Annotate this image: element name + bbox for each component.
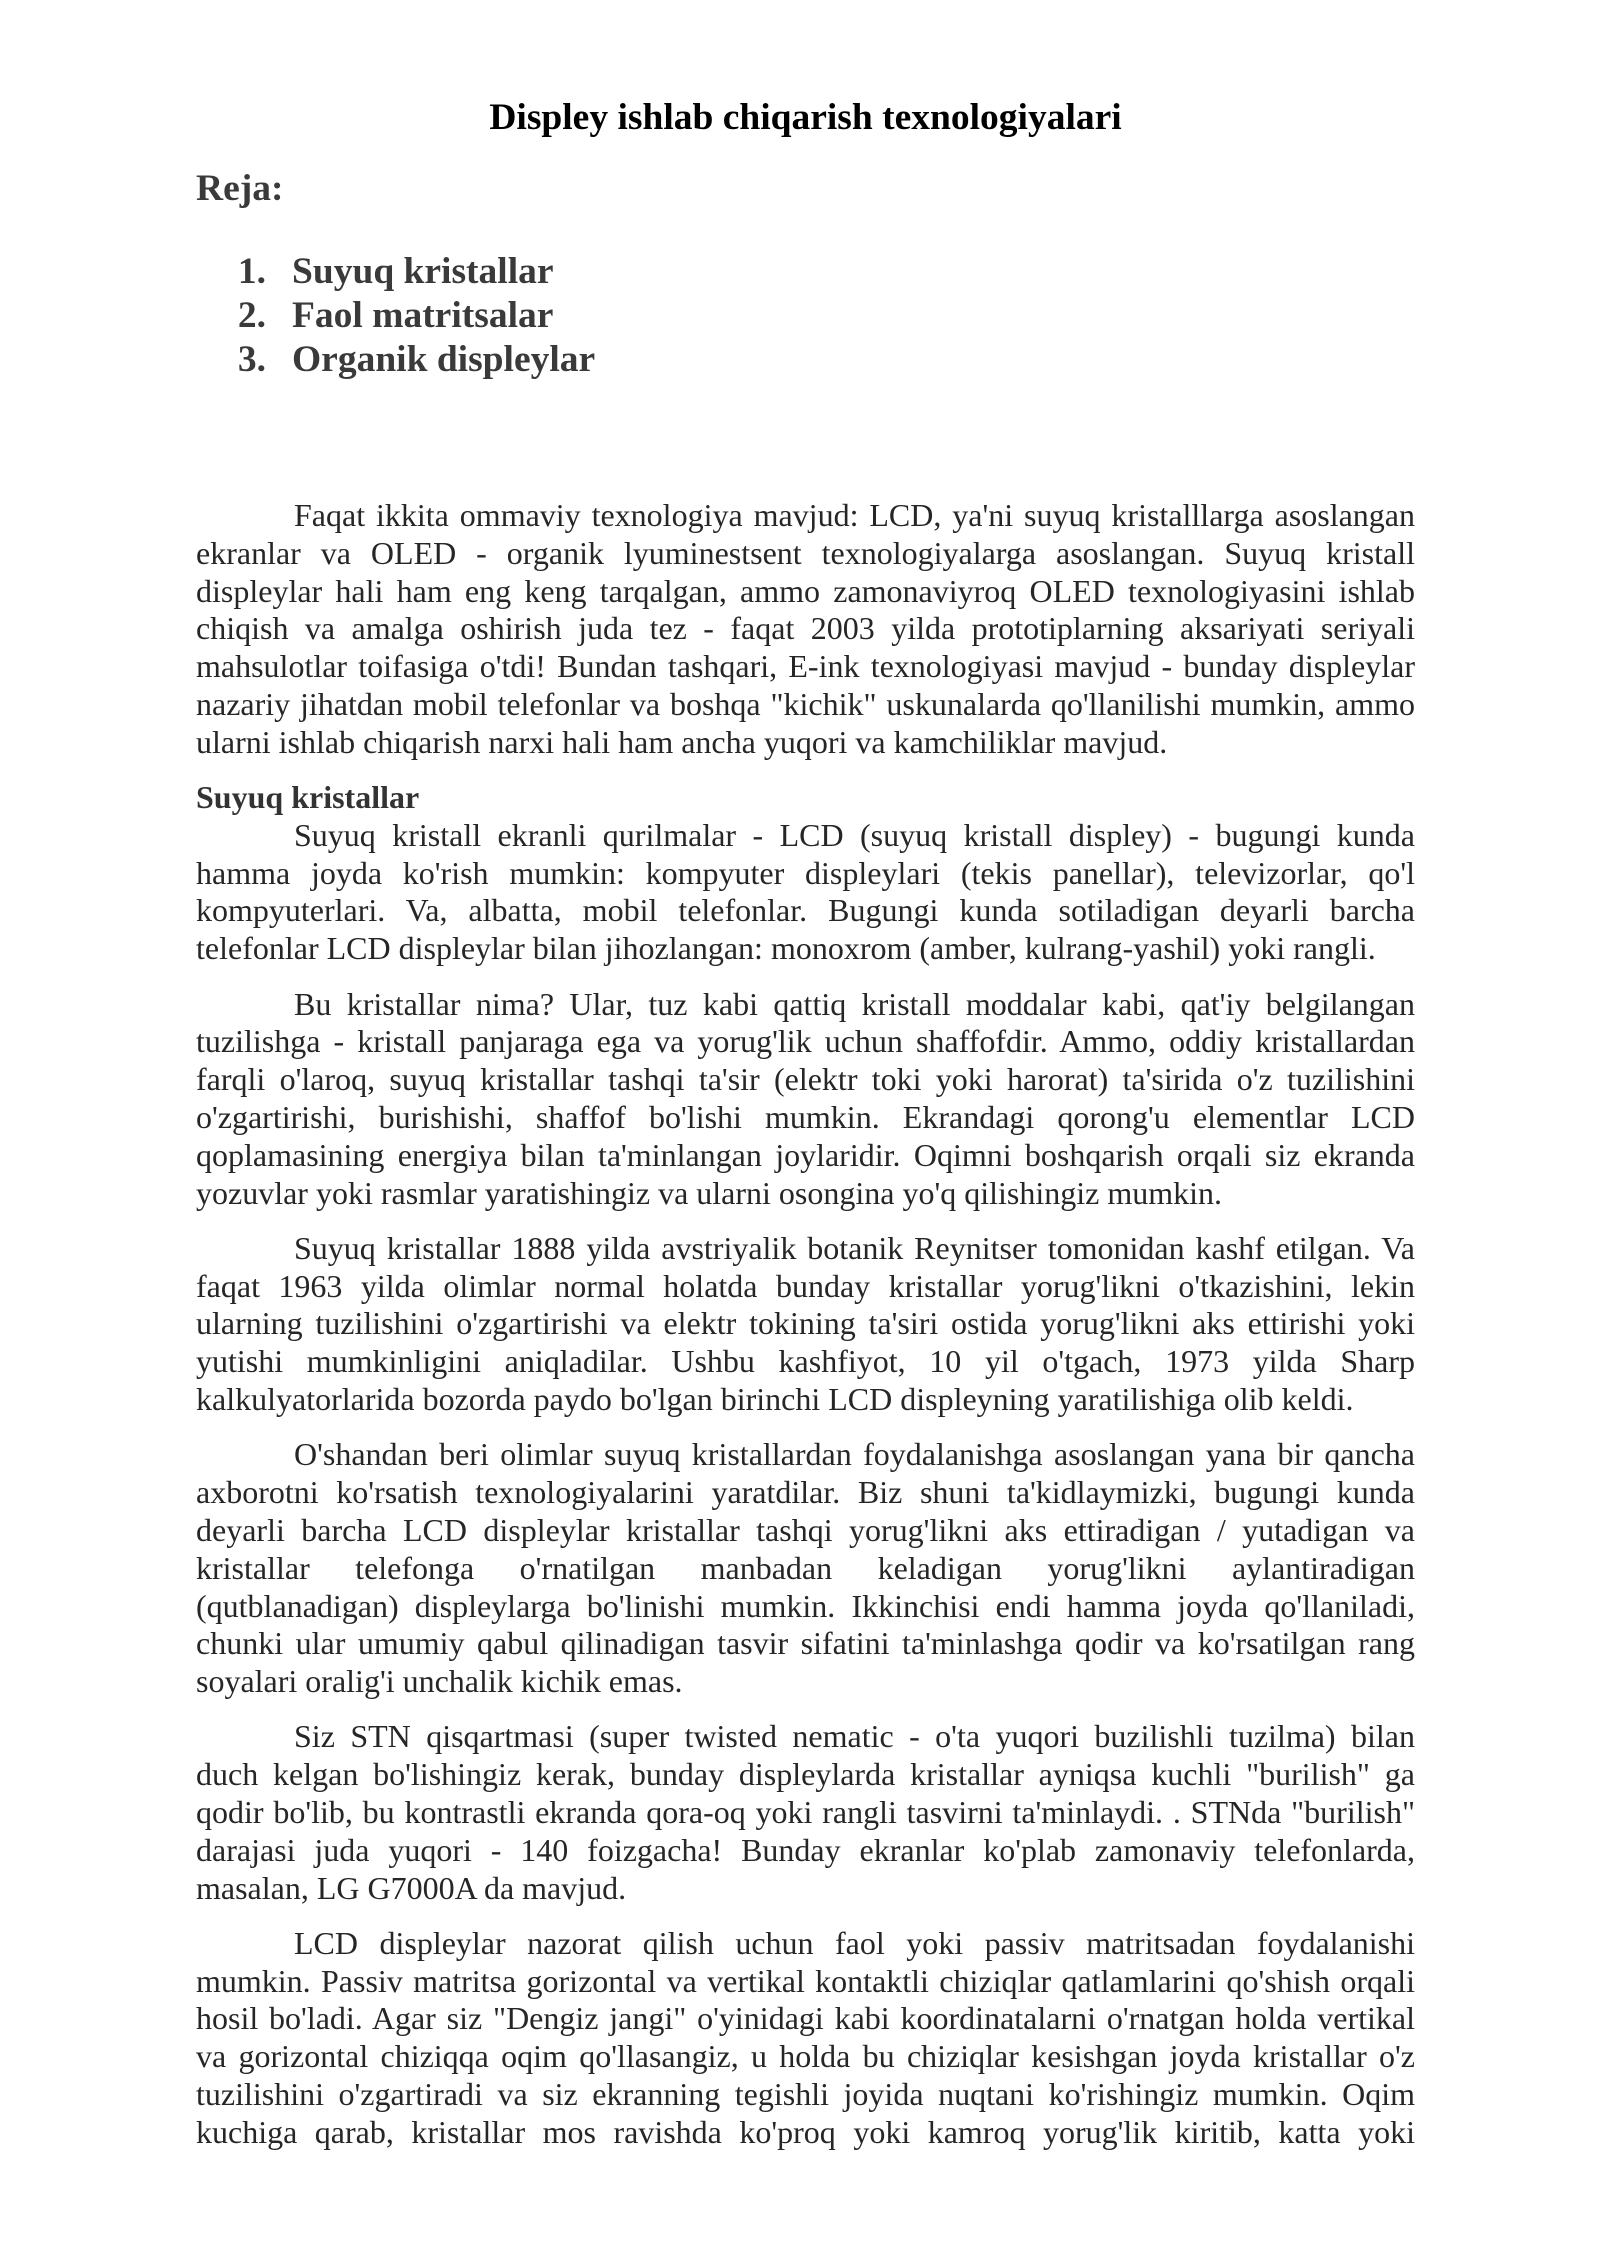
text-line: LCD displeylar nazorat qilish uchun faol yoki passiv matritsadan foydalanishi xyxy=(294,1924,1415,1961)
plan-heading: Reja: xyxy=(196,168,284,209)
text-line: mumkin. Passiv matritsa gorizontal va vertikal kontaktli chiziqlar qatlamlarini qo'shish orqali xyxy=(196,1962,1415,1999)
text-line: darajasi juda yuqori - 140 foizgacha! Bunday ekranlar ko'plab zamonaviy telefonlarda, xyxy=(196,1831,1415,1868)
paragraph xyxy=(196,1925,1415,2152)
text-line: ularning tuzilishini o'zgartirishi va elektr tokining ta'siri ostida yorug'likni aks ettirishi yoki xyxy=(196,1305,1415,1342)
text-line: Suyuq kristallar 1888 yilda avstriyalik botanik Reynitser tomonidan kashf etilgan. Va xyxy=(294,1229,1415,1266)
text-line: kristallar telefonga o'rnatilgan manbadan keladigan yorug'likni aylantiradigan xyxy=(196,1549,1415,1586)
text-line: axborotni ko'rsatish texnologiyalarini yaratdilar. Biz shuni ta'kidlaymizki, bugungi kunda xyxy=(196,1474,1415,1511)
text-line: kompyuterlari. Va, albatta, mobil telefonlar. Bugungi kunda sotiladigan deyarli barcha xyxy=(196,892,1415,929)
plan-item-text: Suyuq kristallar xyxy=(292,251,554,292)
text-line: Siz STN qisqartmasi (super twisted nematic - o'ta yuqori buzilishli tuzilma) bilan xyxy=(294,1718,1415,1755)
paragraph xyxy=(196,1230,1415,1419)
text-line: qoplamasining energiya bilan ta'minlangan joylaridir. Oqimni boshqarish orqali siz ekranda xyxy=(196,1136,1415,1173)
text-line: hamma joyda ko'rish mumkin: kompyuter displeylari (tekis panellar), televizorlar, qo'l xyxy=(196,854,1415,891)
plan-item xyxy=(196,338,1415,382)
text-line: displeylar hali ham eng keng tarqalgan, ammo zamonaviyroq OLED texnologiyasini ishlab xyxy=(196,572,1415,609)
intro-paragraph xyxy=(196,497,1415,762)
text-line: soyalari oralig'i unchalik kichik emas. xyxy=(196,1663,683,1700)
text-line: telefonlar LCD displeylar bilan jihozlangan: monoxrom (amber, kulrang-yashil) yoki rangli. xyxy=(196,930,1376,967)
text-line: chunki ular umumiy qabul qilinadigan tasvir sifatini ta'minlashga qodir va ko'rsatilgan rang xyxy=(196,1625,1415,1662)
plan-item xyxy=(196,294,1415,338)
text-line: O'shandan beri olimlar suyuq kristallardan foydalanishga asoslangan yana bir qancha xyxy=(294,1436,1415,1473)
text-line: yozuvlar yoki rasmlar yaratishingiz va ularni osongina yo'q qilishingiz mumkin. xyxy=(196,1174,1223,1211)
text-line: va gorizontal chiziqqa oqim qo'llasangiz, u holda bu chiziqlar kesishgan joyda kristallar o'z xyxy=(196,2038,1415,2075)
plan-item-number: 3. xyxy=(237,339,266,380)
text-line: duch kelgan bo'lishingiz kerak, bunday displeylarda kristallar ayniqsa kuchli "burilish" ga xyxy=(196,1756,1415,1793)
plan-item xyxy=(196,250,1415,294)
paragraph xyxy=(196,1718,1415,1907)
text-line: mahsulotlar toifasiga o'tdi! Bundan tashqari, E-ink texnologiyasi mavjud - bunday displeylar xyxy=(196,648,1415,685)
paragraph xyxy=(196,1436,1415,1701)
text-line: chiqish va amalga oshirish juda tez - faqat 2003 yilda prototiplarning aksariyati seriyali xyxy=(196,610,1415,647)
plan-list xyxy=(196,250,1415,382)
text-line: yutishi mumkinligini aniqladilar. Ushbu kashfiyot, 10 yil o'tgach, 1973 yilda Sharp xyxy=(196,1343,1415,1380)
text-line: qodir bo'lib, bu kontrastli ekranda qora-oq yoki rangli tasvirni ta'minlaydi. . STNda "burilish" xyxy=(196,1794,1415,1830)
text-line: Bu kristallar nima? Ular, tuz kabi qattiq kristall moddalar kabi, qat'iy belgilangan xyxy=(294,985,1415,1022)
text-line: faqat 1963 yilda olimlar normal holatda bunday kristallar yorug'likni o'tkazishini, lekin xyxy=(196,1267,1415,1304)
text-line: farqli o'laroq, suyuq kristallar tashqi ta'sir (elektr toki yoki harorat) ta'sirida o'z tuzilishini xyxy=(196,1061,1415,1098)
text-line: tuzilishga - kristall panjaraga ega va yorug'lik uchun shaffofdir. Ammo, oddiy kristallardan xyxy=(196,1023,1415,1060)
plan-item-number: 2. xyxy=(237,295,266,336)
body-text xyxy=(196,497,1415,2152)
text-line: (qutblanadigan) displeylarga bo'linishi mumkin. Ikkinchisi endi hamma joyda qo'llaniladi, xyxy=(196,1587,1415,1624)
plan-item-text: Faol matritsalar xyxy=(292,295,554,336)
text-line: Suyuq kristall ekranli qurilmalar - LCD (suyuq kristall displey) - bugungi kunda xyxy=(294,816,1415,853)
text-line: nazariy jihatdan mobil telefonlar va boshqa "kichik" uskunalarda qo'llanilishi mumkin, ammo xyxy=(196,685,1415,722)
text-line: ularni ishlab chiqarish narxi hali ham ancha yuqori va kamchiliklar mavjud. xyxy=(196,723,1168,760)
plan-item-text: Organik displeylar xyxy=(292,339,596,380)
text-line: deyarli barcha LCD displeylar kristallar tashqi yorug'likni aks ettiradigan / yutadigan va xyxy=(196,1511,1415,1548)
document-title: Displey ishlab chiqarish texnologiyalari xyxy=(489,97,1122,138)
section-heading: Suyuq kristallar xyxy=(196,779,420,816)
plan-item-number: 1. xyxy=(237,251,266,292)
text-line: hosil bo'ladi. Agar siz "Dengiz jangi" o'yinidagi kabi koordinatalarni o'rnatgan holda vertikal xyxy=(196,2000,1415,2037)
text-line: kuchiga qarab, kristallar mos ravishda ko'proq yoki kamroq yorug'lik kiritib, katta yoki xyxy=(196,2113,1415,2150)
text-line: kalkulyatorlarida bozorda paydo bo'lgan birinchi LCD displeyning yaratilishiga olib keldi. xyxy=(196,1381,1354,1418)
text-line: o'zgartirishi, burishishi, shaffof bo'lishi mumkin. Ekrandagi qorong'u elementlar LCD xyxy=(196,1098,1415,1135)
paragraph xyxy=(196,817,1415,968)
paragraph xyxy=(196,986,1415,1213)
text-line: masalan, LG G7000A da mavjud. xyxy=(196,1869,627,1906)
text-line: ekranlar va OLED - organik lyuminestsent texnologiyalarga asoslangan. Suyuq kristall xyxy=(196,534,1415,571)
text-line: Faqat ikkita ommaviy texnologiya mavjud: LCD, ya'ni suyuq kristalllarga asoslangan xyxy=(294,497,1415,533)
text-line: tuzilishini o'zgartiradi va siz ekranning tegishli joyida nuqtani ko'rishingiz mumkin. Oqim xyxy=(196,2076,1415,2113)
